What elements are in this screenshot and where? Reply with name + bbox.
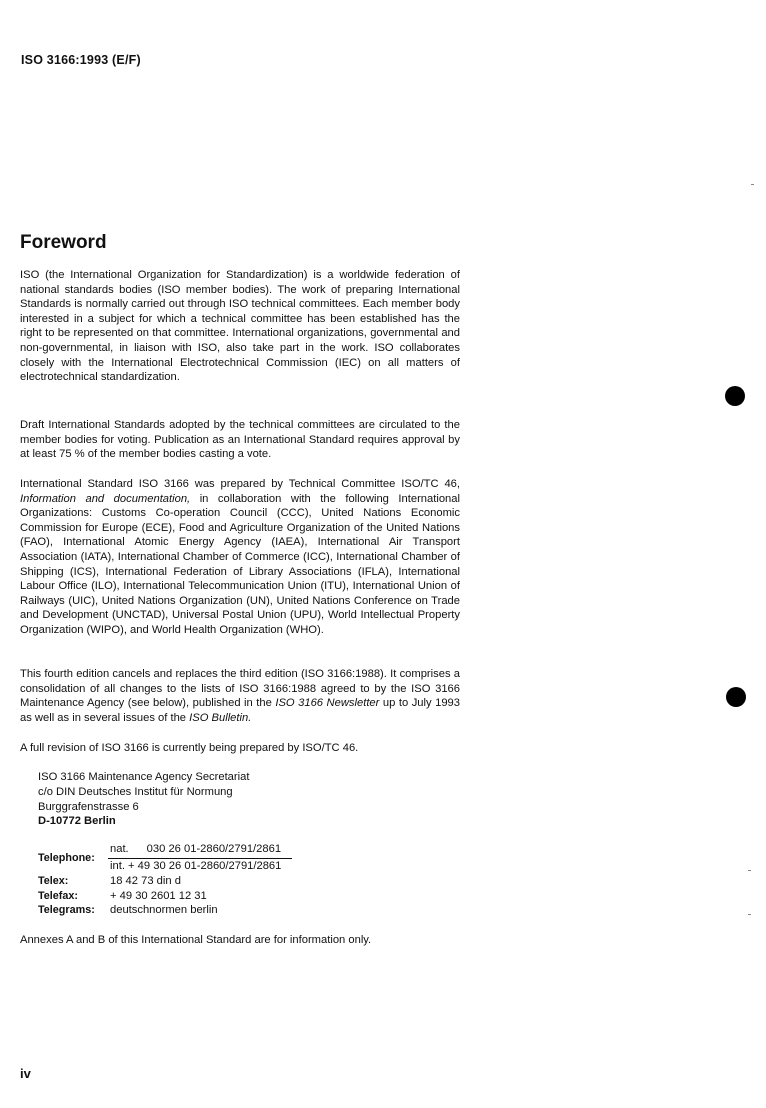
telex-value: 18 42 73 din d [110,875,181,887]
paragraph-draft-standards: Draft International Standards adopted by the technical committees are circulated to the member bodies for voting. Publication as an International Standard requires approval by at least 75 % of the member bodies casting a vote. [20,419,460,461]
telephone-label: Telephone: [38,852,95,864]
paragraph-iso-description: ISO (the International Organization for Standardization) is a worldwide federation of national standards bodies (ISO member bodies). The work of preparing International Standards is normally carried out through ISO technical committees. Each member body interested in a subject for which a technical committee has been established has the right to be represented on that committee. International organizations, governmental and non-governmental, in liaison with ISO, also take part in the work. ISO collaborates closely with the International Electrotechnical Commission (IEC) on all matters of electrotechnical standardization. [20,269,460,384]
telex-label: Telex: [38,875,69,887]
scan-speck [751,184,754,185]
telex-row [38,875,298,890]
p4-text-middle: up to July 1993 as well as in several issues of the [20,697,461,724]
telegrams-row [38,904,298,919]
paragraph-preparation [20,477,460,638]
p3-text-end: in collaboration with the following International Organizations: Customs Co-operation Council (CCC), United Nations Economic Commission for Europe (ECE), Food and Agriculture Organization of the United Nations (FAO), International Atomic Energy Agency (IAEA), International Air Transport Association (IATA), International Chamber of Commerce (ICC), International Chamber of Shipping (ICS), International Federation of Library Associations (IFLA), International Labour Office (ILO), International Telecommunication Union (ITU), International Union of Railways (UIC), United Nations Organization (UN), United Nations Conference on Trade and Development (UNCTAD), Universal Postal Union (UPU), World Intellectual Property Organization (WIPO), and World Health Organization (WHO). [20,492,460,636]
contact-details [38,843,298,919]
p3-committee-title: Information and documentation, [20,492,191,505]
scan-speck [748,870,751,871]
telefax-value: + 49 30 2601 12 31 [110,889,207,902]
paragraph-revision: A full revision of ISO 3166 is currently being prepared by ISO/TC 46. [20,742,359,754]
telephone-row [38,843,298,875]
telefax-label: Telefax: [38,889,79,902]
punch-hole-mark [725,386,745,406]
telephone-nat-prefix: nat. [110,843,129,855]
annex-note: Annexes A and B of this International Standard are for information only. [20,934,372,946]
document-identifier: ISO 3166:1993 (E/F) [21,53,141,67]
maintenance-agency-address [38,770,249,829]
telegrams-label: Telegrams: [38,904,95,916]
p4-bulletin-title: ISO Bulletin. [189,711,252,724]
telephone-national [110,843,281,855]
p4-text-start: This fourth edition cancels and replaces the third edition (ISO 3166:1988). It comprises a consolidation of all changes to the lists of ISO 3166:1988 agreed to by the ISO 3166 Maintenance Agency (see below), published in the [20,668,460,710]
telefax-row [38,890,298,905]
address-city-line: D-10772 Berlin [38,815,116,828]
paragraph-edition [20,667,460,725]
section-title: Foreword [20,232,107,253]
scan-speck [748,914,751,915]
punch-hole-mark [726,687,746,707]
address-line: Burggrafenstrasse 6 [38,800,139,813]
telephone-divider [108,858,292,859]
address-line: c/o DIN Deutsches Institut für Normung [38,785,233,798]
address-line: ISO 3166 Maintenance Agency Secretariat [38,771,250,783]
p4-newsletter-title: ISO 3166 Newsletter [275,697,380,710]
page-number: iv [20,1066,31,1081]
telephone-nat-number: 030 26 01-2860/2791/2861 [146,843,282,855]
telephone-international: int. + 49 30 26 01-2860/2791/2861 [110,860,282,872]
telegrams-value: deutschnormen berlin [110,904,218,916]
p3-text-start: International Standard ISO 3166 was prepared by Technical Committee ISO/TC 46, [20,478,460,490]
